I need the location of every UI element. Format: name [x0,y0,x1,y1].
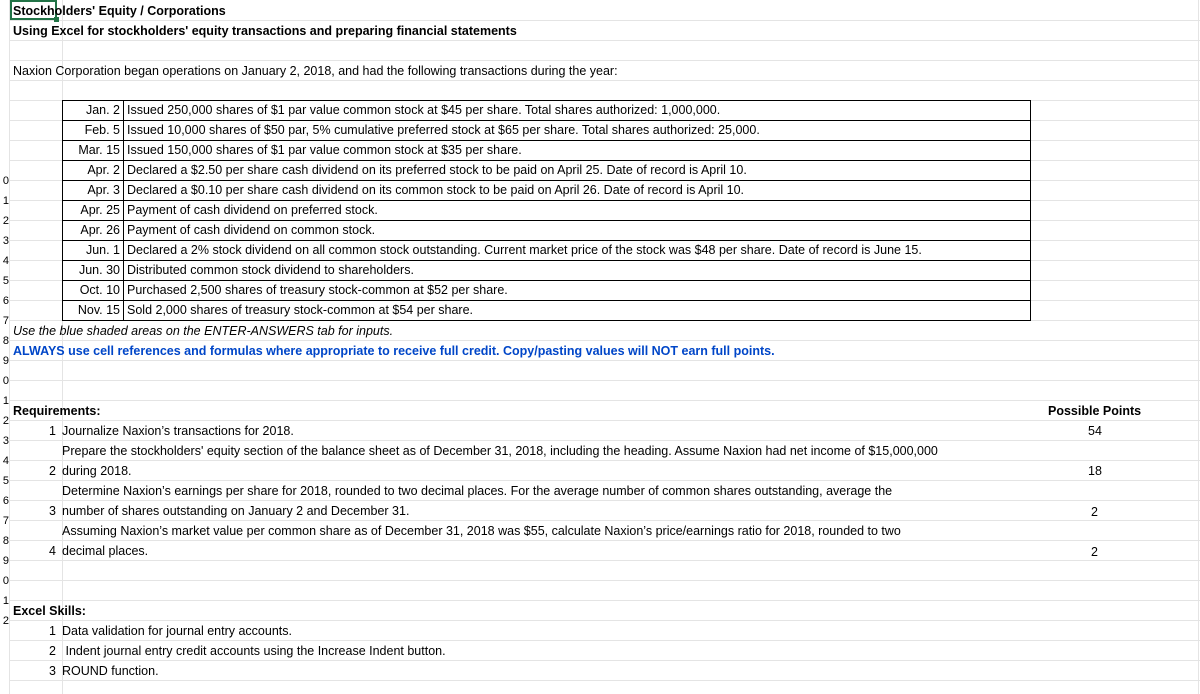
table-row [63,221,1031,241]
row-number[interactable] [0,0,9,11]
table-row [63,161,1031,181]
row-number[interactable]: 7 [2,315,9,327]
grid-row-line [9,580,1200,581]
transaction-description[interactable]: Declared a $2.50 per share cash dividend on its preferred stock to be paid on April 25. Date of record is April 10. [124,161,1031,181]
row-number[interactable]: 7 [2,515,9,527]
table-row [63,101,1031,121]
grid-row-line [9,400,1200,401]
requirement-points[interactable]: 2 [1091,545,1098,559]
row-number[interactable] [0,131,9,151]
row-number[interactable]: 0 [2,175,9,187]
row-number[interactable]: 6 [2,495,9,507]
row-number[interactable]: 3 [2,235,9,247]
grid-column-line [9,0,10,694]
transaction-description[interactable]: Distributed common stock dividend to shareholders. [124,261,1031,281]
table-row [63,301,1031,321]
transaction-description[interactable]: Sold 2,000 shares of treasury stock-common at $54 per share. [124,301,1031,321]
requirement-number[interactable]: 2 [49,464,56,478]
requirement-points[interactable]: 2 [1091,505,1098,519]
row-number[interactable]: 9 [2,355,9,367]
row-number[interactable] [0,111,9,131]
transaction-description[interactable]: Issued 250,000 shares of $1 par value common stock at $45 per share. Total shares authorized: 1,000,000. [124,101,1031,121]
transaction-description[interactable]: Payment of cash dividend on common stock. [124,221,1031,241]
table-row [63,241,1031,261]
row-number[interactable] [0,51,9,71]
transaction-date[interactable]: Mar. 15 [63,141,124,161]
transaction-date[interactable]: Jan. 2 [63,101,124,121]
row-number[interactable] [0,91,9,111]
skill-number[interactable]: 3 [49,664,56,678]
grid-row-line [9,380,1200,381]
row-number[interactable]: 5 [2,275,9,287]
row-number[interactable]: 0 [2,575,9,587]
transaction-date[interactable]: Apr. 26 [63,221,124,241]
transaction-date[interactable]: Apr. 2 [63,161,124,181]
row-number[interactable]: 1 [2,595,9,607]
sheet-title[interactable]: Stockholders' Equity / Corporations [13,4,226,18]
requirement-text[interactable]: number of shares outstanding on January 2 and December 31. [62,504,410,518]
table-row [63,181,1031,201]
transaction-date[interactable]: Jun. 30 [63,261,124,281]
row-number[interactable]: 4 [2,255,9,267]
transaction-date[interactable]: Nov. 15 [63,301,124,321]
requirement-number[interactable]: 1 [49,424,56,438]
sheet-subtitle[interactable]: Using Excel for stockholders' equity transactions and preparing financial statements [13,24,517,38]
transaction-description[interactable]: Declared a 2% stock dividend on all common stock outstanding. Current market price of the stock was $48 per share. Date of record is June 15. [124,241,1031,261]
row-number[interactable]: 6 [2,295,9,307]
intro-text[interactable]: Naxion Corporation began operations on January 2, 2018, and had the following transactions during the year: [13,64,618,78]
grid-row-line [9,560,1200,561]
row-number-column[interactable] [0,0,9,694]
skill-number[interactable]: 2 [49,644,56,658]
row-number[interactable]: 8 [2,535,9,547]
transaction-date[interactable]: Feb. 5 [63,121,124,141]
skill-text[interactable]: Indent journal entry credit accounts using the Increase Indent button. [62,644,446,658]
requirement-points[interactable]: 54 [1088,424,1102,438]
table-row [63,141,1031,161]
row-number[interactable]: 5 [2,475,9,487]
requirement-text[interactable]: Assuming Naxion’s market value per common share as of December 31, 2018 was $55, calculate Naxion’s price/earnings ratio for 2018, rounded to two [62,524,901,538]
requirement-text[interactable]: Determine Naxion’s earnings per share for 2018, rounded to two decimal places. For the average number of common shares outstanding, average the [62,484,893,498]
requirement-number[interactable]: 4 [49,544,56,558]
transaction-date[interactable]: Jun. 1 [63,241,124,261]
row-number[interactable]: 9 [2,555,9,567]
table-row [63,201,1031,221]
table-row [63,261,1031,281]
row-number[interactable]: 1 [2,395,9,407]
grid-row-line [9,600,1200,601]
row-number[interactable] [0,11,9,31]
transaction-date[interactable]: Apr. 25 [63,201,124,221]
transaction-description[interactable]: Issued 10,000 shares of $50 par, 5% cumulative preferred stock at $65 per share. Total shares authorized: 25,000. [124,121,1031,141]
requirements-heading[interactable]: Requirements: [13,404,101,418]
requirement-number[interactable]: 3 [49,504,56,518]
row-number[interactable]: 1 [2,195,9,207]
row-number[interactable]: 4 [2,455,9,467]
possible-points-heading[interactable]: Possible Points [1048,404,1142,418]
transaction-description[interactable]: Issued 150,000 shares of $1 par value common stock at $35 per share. [124,141,1031,161]
transactions-table [62,100,1031,321]
row-number[interactable] [0,71,9,91]
transaction-description[interactable]: Declared a $0.10 per share cash dividend on its common stock to be paid on April 26. Date of record is April 10. [124,181,1031,201]
requirement-text[interactable]: during 2018. [62,464,132,478]
transaction-date[interactable]: Oct. 10 [63,281,124,301]
requirement-text[interactable]: Prepare the stockholders' equity section of the balance sheet as of December 31, 2018, including the heading. Assume Naxion had net income of $15,000,000 [62,444,938,458]
table-row [63,121,1031,141]
row-number[interactable]: 3 [2,435,9,447]
row-number[interactable]: 2 [2,615,9,627]
skill-number[interactable]: 1 [49,624,56,638]
skill-text[interactable]: ROUND function. [62,664,159,678]
requirement-text[interactable]: decimal places. [62,544,149,558]
excel-skills-heading[interactable]: Excel Skills: [13,604,86,618]
grid-column-line [1198,0,1199,694]
row-number[interactable]: 2 [2,415,9,427]
transaction-date[interactable]: Apr. 3 [63,181,124,201]
row-number[interactable] [0,151,9,171]
table-row [63,281,1031,301]
requirement-text[interactable]: Journalize Naxion’s transactions for 2018. [62,424,294,438]
row-number[interactable] [0,31,9,51]
formula-warning-note[interactable]: ALWAYS use cell references and formulas where appropriate to receive full credit. Copy/pasting values will NOT earn full points. [13,344,775,358]
transaction-description[interactable]: Purchased 2,500 shares of treasury stock-common at $52 per share. [124,281,1031,301]
row-number[interactable]: 0 [2,375,9,387]
requirement-points[interactable]: 18 [1088,464,1102,478]
skill-text[interactable]: Data validation for journal entry accounts. [62,624,292,638]
row-number[interactable]: 2 [2,215,9,227]
blue-shaded-note[interactable]: Use the blue shaded areas on the ENTER-ANSWERS tab for inputs. [13,324,394,338]
transaction-description[interactable]: Payment of cash dividend on preferred stock. [124,201,1031,221]
grid-row-line [9,680,1200,681]
row-number[interactable]: 8 [2,335,9,347]
